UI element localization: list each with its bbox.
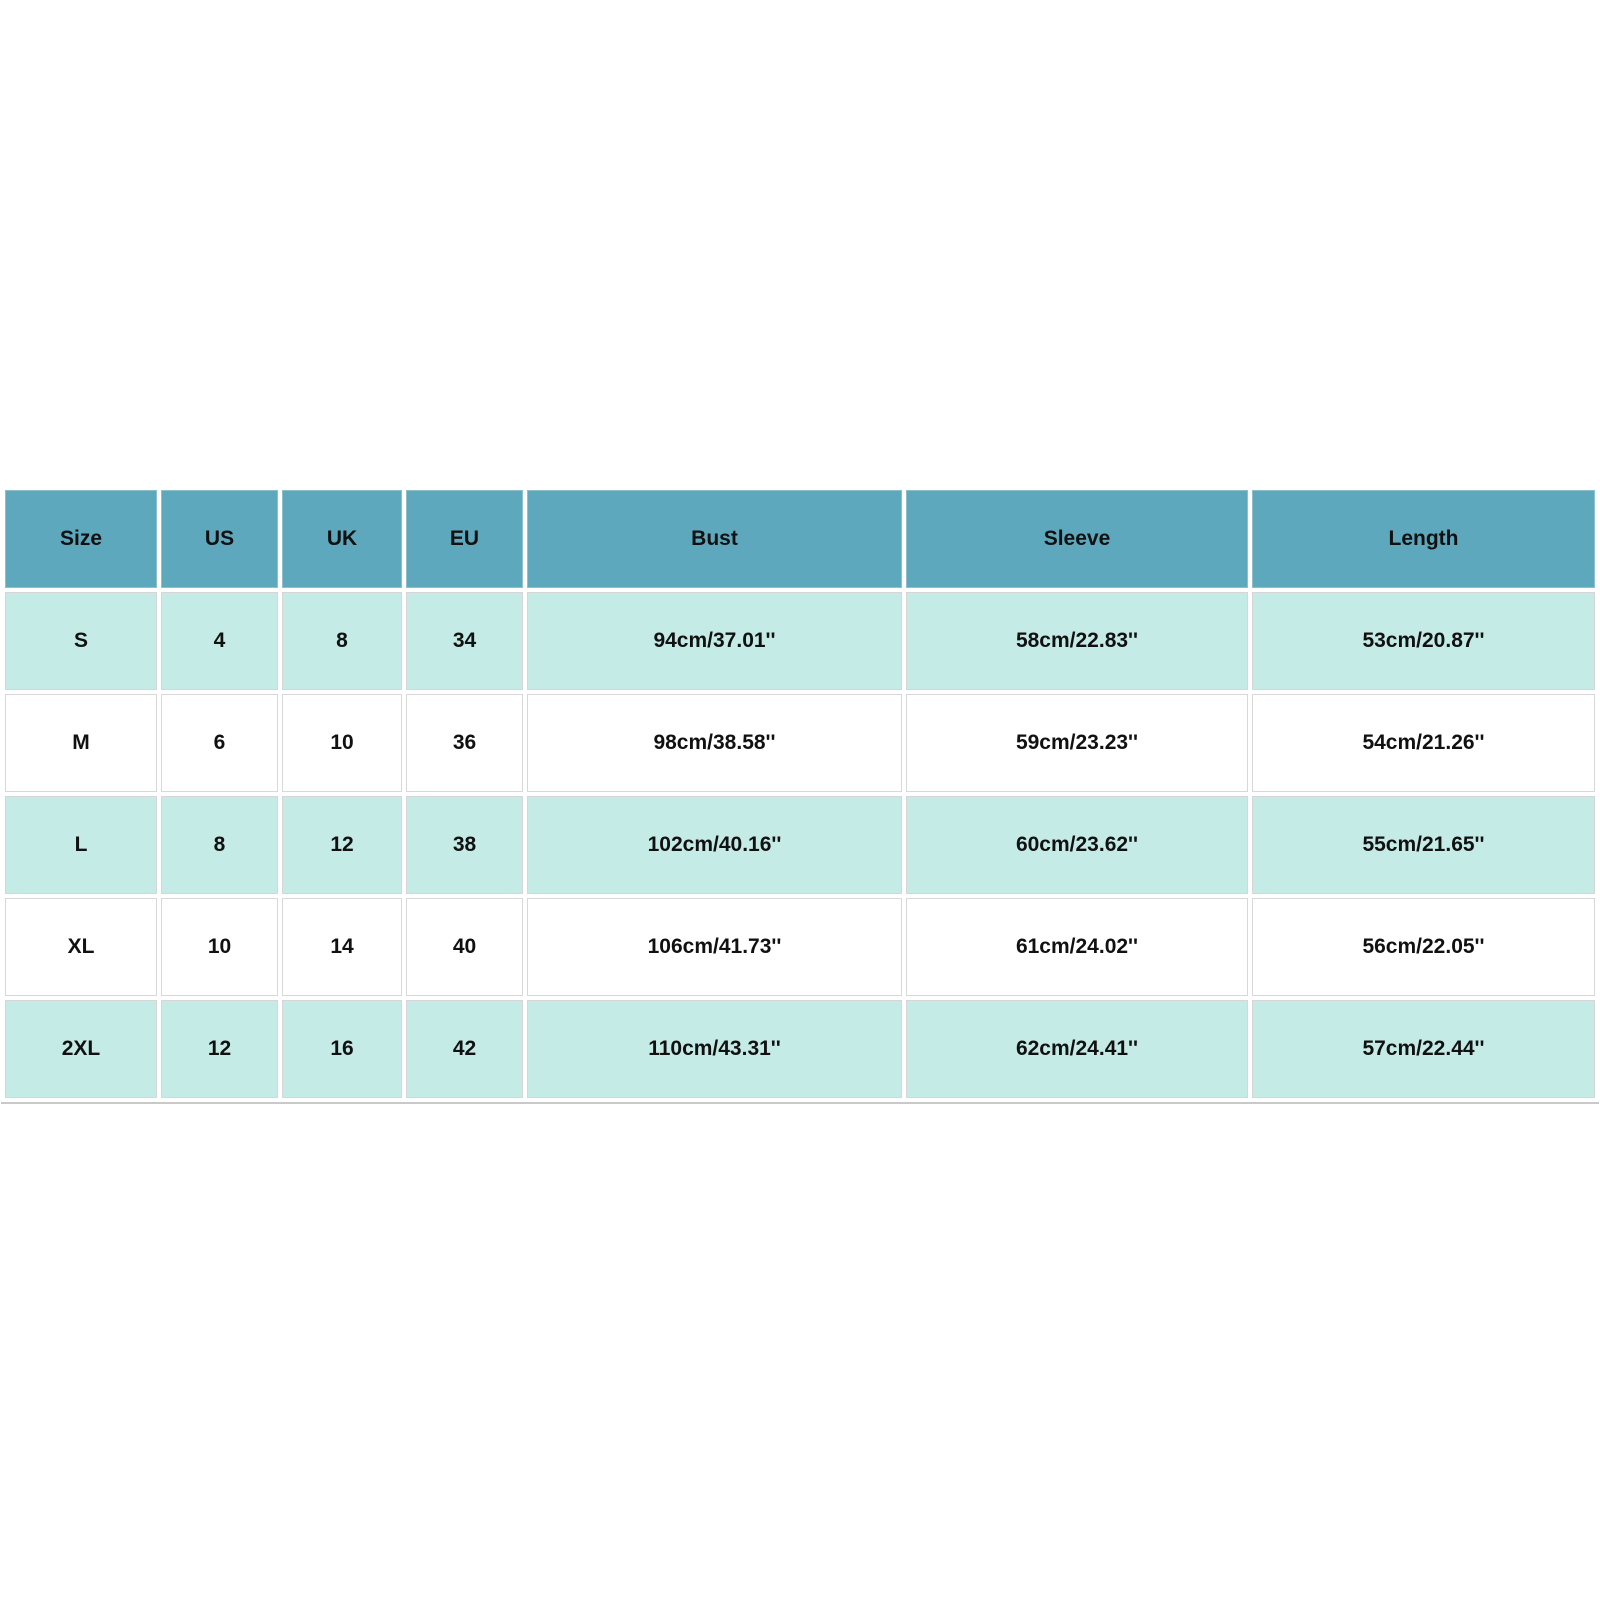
cell-length: 56cm/22.05'' [1252, 898, 1595, 996]
cell-us: 10 [161, 898, 278, 996]
header-sleeve: Sleeve [906, 490, 1248, 588]
cell-bust: 102cm/40.16'' [527, 796, 902, 894]
header-bust: Bust [527, 490, 902, 588]
cell-sleeve: 61cm/24.02'' [906, 898, 1248, 996]
cell-bust: 106cm/41.73'' [527, 898, 902, 996]
cell-eu: 38 [406, 796, 523, 894]
cell-us: 12 [161, 1000, 278, 1098]
header-length: Length [1252, 490, 1595, 588]
table-row [5, 1000, 1595, 1098]
cell-length: 53cm/20.87'' [1252, 592, 1595, 690]
table-row [5, 694, 1595, 792]
cell-bust: 98cm/38.58'' [527, 694, 902, 792]
cell-size: S [5, 592, 157, 690]
table-row [5, 592, 1595, 690]
cell-eu: 40 [406, 898, 523, 996]
header-size: Size [5, 490, 157, 588]
cell-sleeve: 62cm/24.41'' [906, 1000, 1248, 1098]
cell-us: 4 [161, 592, 278, 690]
cell-bust: 94cm/37.01'' [527, 592, 902, 690]
cell-uk: 14 [282, 898, 402, 996]
cell-uk: 8 [282, 592, 402, 690]
cell-length: 55cm/21.65'' [1252, 796, 1595, 894]
header-uk: UK [282, 490, 402, 588]
size-chart-table [1, 486, 1599, 1104]
header-eu: EU [406, 490, 523, 588]
cell-sleeve: 59cm/23.23'' [906, 694, 1248, 792]
cell-size: 2XL [5, 1000, 157, 1098]
cell-us: 6 [161, 694, 278, 792]
cell-size: M [5, 694, 157, 792]
cell-uk: 16 [282, 1000, 402, 1098]
cell-eu: 36 [406, 694, 523, 792]
cell-size: XL [5, 898, 157, 996]
cell-length: 54cm/21.26'' [1252, 694, 1595, 792]
table-row [5, 898, 1595, 996]
cell-sleeve: 58cm/22.83'' [906, 592, 1248, 690]
cell-bust: 110cm/43.31'' [527, 1000, 902, 1098]
cell-us: 8 [161, 796, 278, 894]
cell-eu: 42 [406, 1000, 523, 1098]
cell-uk: 10 [282, 694, 402, 792]
table-row [5, 796, 1595, 894]
cell-uk: 12 [282, 796, 402, 894]
cell-eu: 34 [406, 592, 523, 690]
cell-sleeve: 60cm/23.62'' [906, 796, 1248, 894]
header-us: US [161, 490, 278, 588]
header-row [5, 490, 1595, 588]
cell-size: L [5, 796, 157, 894]
cell-length: 57cm/22.44'' [1252, 1000, 1595, 1098]
